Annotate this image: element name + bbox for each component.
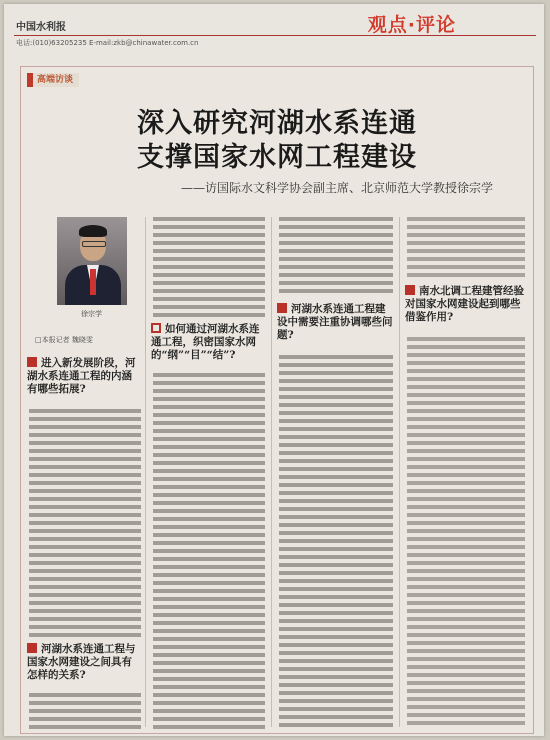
- square-bullet-icon: [27, 643, 37, 653]
- question-text: 如何通过河湖水系连通工程，织密国家水网的“纲”“目”“结”?: [151, 323, 260, 361]
- square-bullet-icon: [27, 357, 37, 367]
- body-text-block: [407, 337, 525, 729]
- portrait-photo: [57, 217, 127, 305]
- question-heading: [277, 303, 395, 342]
- question-text: 南水北调工程建管经验对国家水网建设起到哪些借鉴作用?: [405, 285, 524, 323]
- section-title: 观点·评论: [367, 14, 456, 36]
- headline-line-2: 支撑国家水网工程建设: [137, 142, 417, 173]
- question-heading: [151, 323, 267, 362]
- portrait-hair: [79, 225, 107, 237]
- question-heading: [27, 357, 141, 396]
- column-tag: 高端访谈: [27, 73, 79, 87]
- subheadline: ——访国际水文科学协会副主席、北京师范大学教授徐宗学: [181, 181, 494, 195]
- question-text: 河湖水系连通工程建设中需要注重协调哪些问题?: [277, 303, 393, 341]
- column-divider: [399, 217, 400, 727]
- body-text-block: [279, 355, 393, 729]
- question-text: 进入新发展阶段，河湖水系连通工程的内涵有哪些拓展?: [27, 357, 136, 395]
- square-bullet-icon: [405, 285, 415, 295]
- headline: [21, 107, 533, 175]
- body-text-block: [153, 373, 265, 729]
- question-heading: [27, 643, 141, 682]
- portrait-tie: [90, 269, 96, 295]
- body-text-block: [279, 217, 393, 297]
- article-frame: [20, 66, 534, 734]
- portrait-glasses: [82, 241, 106, 247]
- square-bullet-icon: [277, 303, 287, 313]
- headline-line-1: 深入研究河湖水系连通: [137, 108, 417, 139]
- question-text: 河湖水系连通工程与国家水网建设之间具有怎样的关系?: [27, 643, 136, 681]
- body-text-block: [29, 409, 141, 637]
- body-text-block: [407, 217, 525, 281]
- column-divider: [145, 217, 146, 727]
- masthead: [14, 10, 536, 36]
- header-rule: [14, 35, 536, 36]
- question-heading: [405, 285, 527, 324]
- paper-name: 中国水利报: [16, 22, 66, 33]
- column-divider: [271, 217, 272, 727]
- photo-caption: 徐宗学: [81, 310, 102, 318]
- byline: □本报记者 魏晓雯: [35, 336, 93, 344]
- newspaper-page: [4, 4, 544, 736]
- square-outline-bullet-icon: [151, 323, 161, 333]
- body-text-block: [153, 217, 265, 317]
- body-text-block: [29, 693, 141, 729]
- contact-line: 电话:(010)63205235 E-mail:zkb@chinawater.com.cn: [16, 39, 199, 47]
